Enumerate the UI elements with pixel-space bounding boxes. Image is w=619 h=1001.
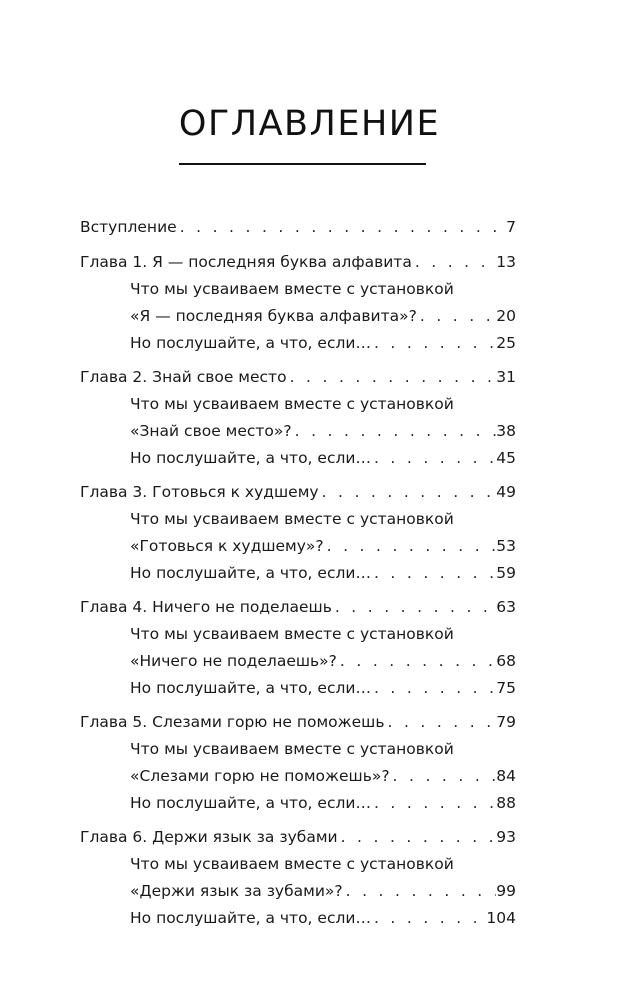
toc-subentry[interactable] [80,391,516,418]
toc-entry-text: Но послушайте, а что, если… [130,334,371,352]
dot-leader [371,790,496,817]
toc-chapter-heading[interactable] [80,364,516,391]
dot-leader [390,763,497,790]
toc-chapter-heading[interactable] [80,479,516,506]
toc-entry-text: Но послушайте, а что, если… [130,679,371,697]
toc-entry-text: Но послушайте, а что, если… [130,794,371,812]
toc-subentry[interactable] [80,560,516,587]
dot-leader [371,905,486,932]
dot-leader [417,303,496,330]
toc-entry-text: Глава 3. Готовься к худшему [80,483,319,501]
toc-subentry[interactable] [80,621,516,648]
toc-entry-text: Что мы усваиваем вместе с установкой [130,510,454,528]
toc-chapter-heading[interactable] [80,594,516,621]
toc-entry-text: Что мы усваиваем вместе с установкой [130,280,454,298]
toc-subentry[interactable] [80,905,516,932]
toc-subentry[interactable] [80,533,516,560]
toc-page-number: 75 [496,679,516,697]
dot-leader [287,364,497,391]
toc-entry-text: Глава 1. Я — последняя буква алфавита [80,253,412,271]
dot-leader [371,445,496,472]
toc-subentry[interactable] [80,303,516,330]
dot-leader [371,560,496,587]
toc-entry-text: «Знай свое место»? [130,422,292,440]
toc-entry-text: Что мы усваиваем вместе с установкой [130,395,454,413]
toc-page-number: 99 [496,882,516,900]
toc-entry-text: Глава 2. Знай свое место [80,368,287,386]
toc-page-number: 25 [496,334,516,352]
title-underline [179,163,426,165]
toc-entry-text: Что мы усваиваем вместе с установкой [130,625,454,643]
dot-leader [337,648,496,675]
toc-entry-text: «Держи язык за зубами»? [130,882,343,900]
toc-page-number: 63 [496,598,516,616]
dot-leader [324,533,497,560]
toc-page-number: 31 [496,368,516,386]
toc-entry-text: Но послушайте, а что, если… [130,564,371,582]
toc-entry-text: «Готовься к худшему»? [130,537,324,555]
toc-subentry[interactable] [80,330,516,357]
toc-page-number: 20 [496,307,516,325]
toc-subentry[interactable] [80,851,516,878]
toc-subentry[interactable] [80,418,516,445]
toc-chapter-block [80,479,516,587]
toc-chapter-heading[interactable] [80,709,516,736]
toc-page-number: 49 [496,483,516,501]
chapter-list [80,249,516,932]
dot-leader [343,878,497,905]
toc-entry-text: Глава 6. Держи язык за зубами [80,828,338,846]
dot-leader [319,479,497,506]
toc-page-number: 59 [496,564,516,582]
dot-leader [412,249,496,276]
dot-leader [371,675,496,702]
toc-subentry[interactable] [80,878,516,905]
toc-subentry[interactable] [80,506,516,533]
toc-page-number: 88 [496,794,516,812]
dot-leader [384,709,496,736]
toc-subentry[interactable] [80,790,516,817]
toc-subentry[interactable] [80,276,516,303]
toc-chapter-block [80,364,516,472]
toc-chapter-block [80,249,516,357]
toc-entry-text: Вступление [80,218,177,236]
toc-entry-text: Что мы усваиваем вместе с установкой [130,855,454,873]
toc-page-number: 93 [496,828,516,846]
toc-entry-text: Глава 4. Ничего не поделаешь [80,598,332,616]
toc-entry-text: «Я — последняя буква алфавита»? [130,307,417,325]
toc-page-number: 84 [496,767,516,785]
toc-page-number: 53 [496,537,516,555]
toc-page-number: 45 [496,449,516,467]
toc-entry-intro[interactable] [80,214,516,241]
toc-page-number: 7 [506,218,516,236]
toc-chapter-block [80,709,516,817]
toc-subentry[interactable] [80,675,516,702]
dot-leader [338,824,497,851]
toc-page-number: 13 [496,253,516,271]
toc-subentry[interactable] [80,445,516,472]
toc-subentry[interactable] [80,763,516,790]
toc-entry-text: Но послушайте, а что, если… [130,449,371,467]
page-title: ОГЛАВЛЕНИЕ [178,104,441,144]
toc-subentry[interactable] [80,648,516,675]
toc-chapter-heading[interactable] [80,249,516,276]
dot-leader [371,330,496,357]
toc-page-number: 79 [496,713,516,731]
toc-entry-text: «Ничего не поделаешь»? [130,652,337,670]
toc-page-number: 38 [496,422,516,440]
dot-leader [292,418,497,445]
toc-entry-text: Что мы усваиваем вместе с установкой [130,740,454,758]
toc-page-number: 104 [486,909,516,927]
toc-entry-text: Глава 5. Слезами горю не поможешь [80,713,385,731]
toc-entry-text: «Слезами горю не поможешь»? [130,767,390,785]
table-of-contents [80,214,516,939]
toc-subentry[interactable] [80,736,516,763]
toc-chapter-block [80,594,516,702]
dot-leader [177,214,506,241]
toc-chapter-heading[interactable] [80,824,516,851]
toc-chapter-block [80,824,516,932]
dot-leader [332,594,496,621]
toc-page-number: 68 [496,652,516,670]
toc-entry-text: Но послушайте, а что, если… [130,909,371,927]
